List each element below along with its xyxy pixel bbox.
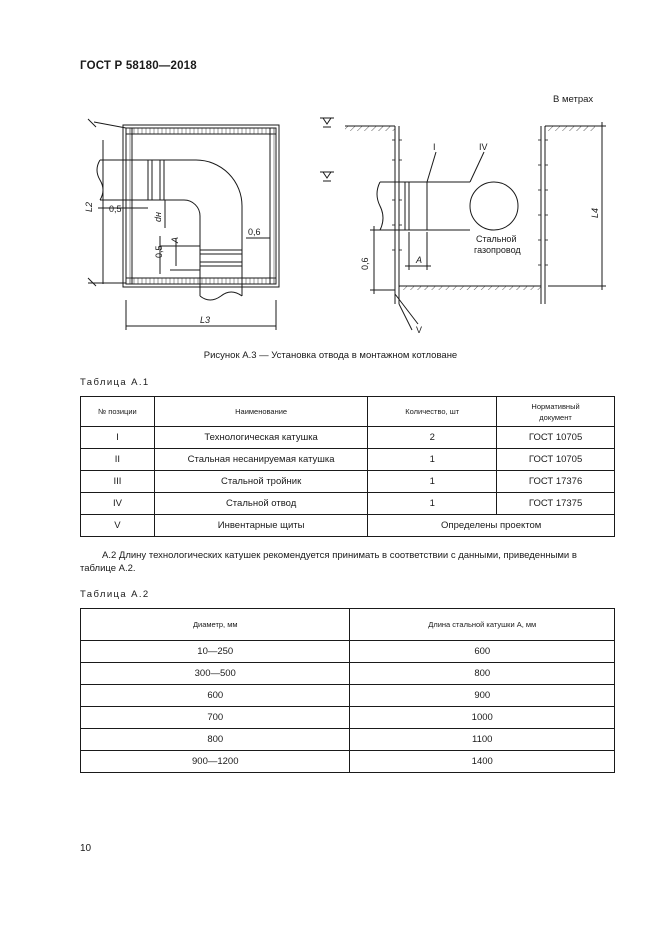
dim-06-section: 0,6 xyxy=(360,257,370,270)
table-header-cell: № позиции xyxy=(81,397,155,427)
section-labels xyxy=(360,142,600,335)
table-row xyxy=(81,729,615,751)
table-cell-merged: Определены проектом xyxy=(368,515,615,537)
table-row xyxy=(81,449,615,471)
label-gas-line1: Стальной xyxy=(476,234,517,244)
label-pos-iv: IV xyxy=(479,142,488,152)
table-cell: ГОСТ 10705 xyxy=(497,449,615,471)
figure-caption: Рисунок А.3 — Установка отвода в монтажном котловане xyxy=(203,350,458,361)
table-row xyxy=(81,685,615,707)
table-cell: 10—250 xyxy=(81,641,350,663)
label-a-section: A xyxy=(416,255,423,265)
table-cell: 700 xyxy=(81,707,350,729)
table-a1 xyxy=(80,396,615,537)
table-cell: 1100 xyxy=(350,729,615,751)
table-cell: ГОСТ 17375 xyxy=(497,493,615,515)
figure-a3 xyxy=(80,112,620,344)
table-row xyxy=(81,751,615,773)
table-row xyxy=(81,515,615,537)
table-cell: II xyxy=(81,449,155,471)
table-cell: Стальной отвод xyxy=(154,493,368,515)
label-a-plan: A xyxy=(170,236,180,243)
table-cell: Технологическая катушка xyxy=(154,427,368,449)
table1-caption: Таблица А.1 xyxy=(80,377,150,388)
dim-06-right: 0,6 xyxy=(248,227,261,237)
label-l3: L3 xyxy=(200,315,211,325)
table-cell: 600 xyxy=(81,685,350,707)
table-cell: 800 xyxy=(350,663,615,685)
table-row xyxy=(81,493,615,515)
dim-05-left: 0,5 xyxy=(154,245,164,258)
plan-labels xyxy=(84,202,261,325)
table-cell: 300—500 xyxy=(81,663,350,685)
table-header-row xyxy=(81,609,615,641)
table-row xyxy=(81,471,615,493)
table-header-cell: Диаметр, мм xyxy=(81,609,350,641)
label-l4: L4 xyxy=(590,207,600,218)
table-cell: 2 xyxy=(368,427,497,449)
table-cell: 1 xyxy=(368,449,497,471)
table-header-cell: Длина стальной катушки A, мм xyxy=(350,609,615,641)
table-header-row xyxy=(81,397,615,427)
table-cell: ГОСТ 10705 xyxy=(497,427,615,449)
table-row xyxy=(81,641,615,663)
table-cell: 1 xyxy=(368,471,497,493)
label-gas-line2: газопровод xyxy=(474,245,521,255)
label-pos-v: V xyxy=(416,325,423,335)
label-dn: dн xyxy=(153,212,163,222)
table-cell: 900—1200 xyxy=(81,751,350,773)
table-a2 xyxy=(80,608,615,773)
table-cell: 900 xyxy=(350,685,615,707)
table-cell: 800 xyxy=(81,729,350,751)
table-cell: Стальная несанируемая катушка xyxy=(154,449,368,471)
table2-caption: Таблица А.2 xyxy=(80,589,150,600)
table-cell: IV xyxy=(81,493,155,515)
table-cell: 1400 xyxy=(350,751,615,773)
table-cell: ГОСТ 17376 xyxy=(497,471,615,493)
table-row xyxy=(81,427,615,449)
units-note: В метрах xyxy=(553,94,594,105)
table-cell: 1000 xyxy=(350,707,615,729)
paragraph-a2: А.2 Длину технологических катушек рекомендуется принимать в соответствии с данными, приведенными в таблице А.2. xyxy=(80,550,577,574)
table-header-cell: Количество, шт xyxy=(368,397,497,427)
table-cell: III xyxy=(81,471,155,493)
table-cell: 1 xyxy=(368,493,497,515)
dim-05-top: 0,5 xyxy=(109,204,122,214)
document-code: ГОСТ Р 58180—2018 xyxy=(80,60,197,72)
label-l2: L2 xyxy=(84,201,94,212)
page-number: 10 xyxy=(80,843,92,854)
table-cell: Инвентарные щиты xyxy=(154,515,368,537)
table-row xyxy=(81,663,615,685)
plan-view xyxy=(88,119,279,330)
table-header-cell: Наименование xyxy=(154,397,368,427)
table-header-cell: Нормативный документ xyxy=(497,397,615,427)
table-cell: Стальной тройник xyxy=(154,471,368,493)
table-row xyxy=(81,707,615,729)
table-cell: I xyxy=(81,427,155,449)
table-cell: V xyxy=(81,515,155,537)
label-pos-i: I xyxy=(433,142,436,152)
table-cell: 600 xyxy=(350,641,615,663)
section-view xyxy=(320,118,606,330)
